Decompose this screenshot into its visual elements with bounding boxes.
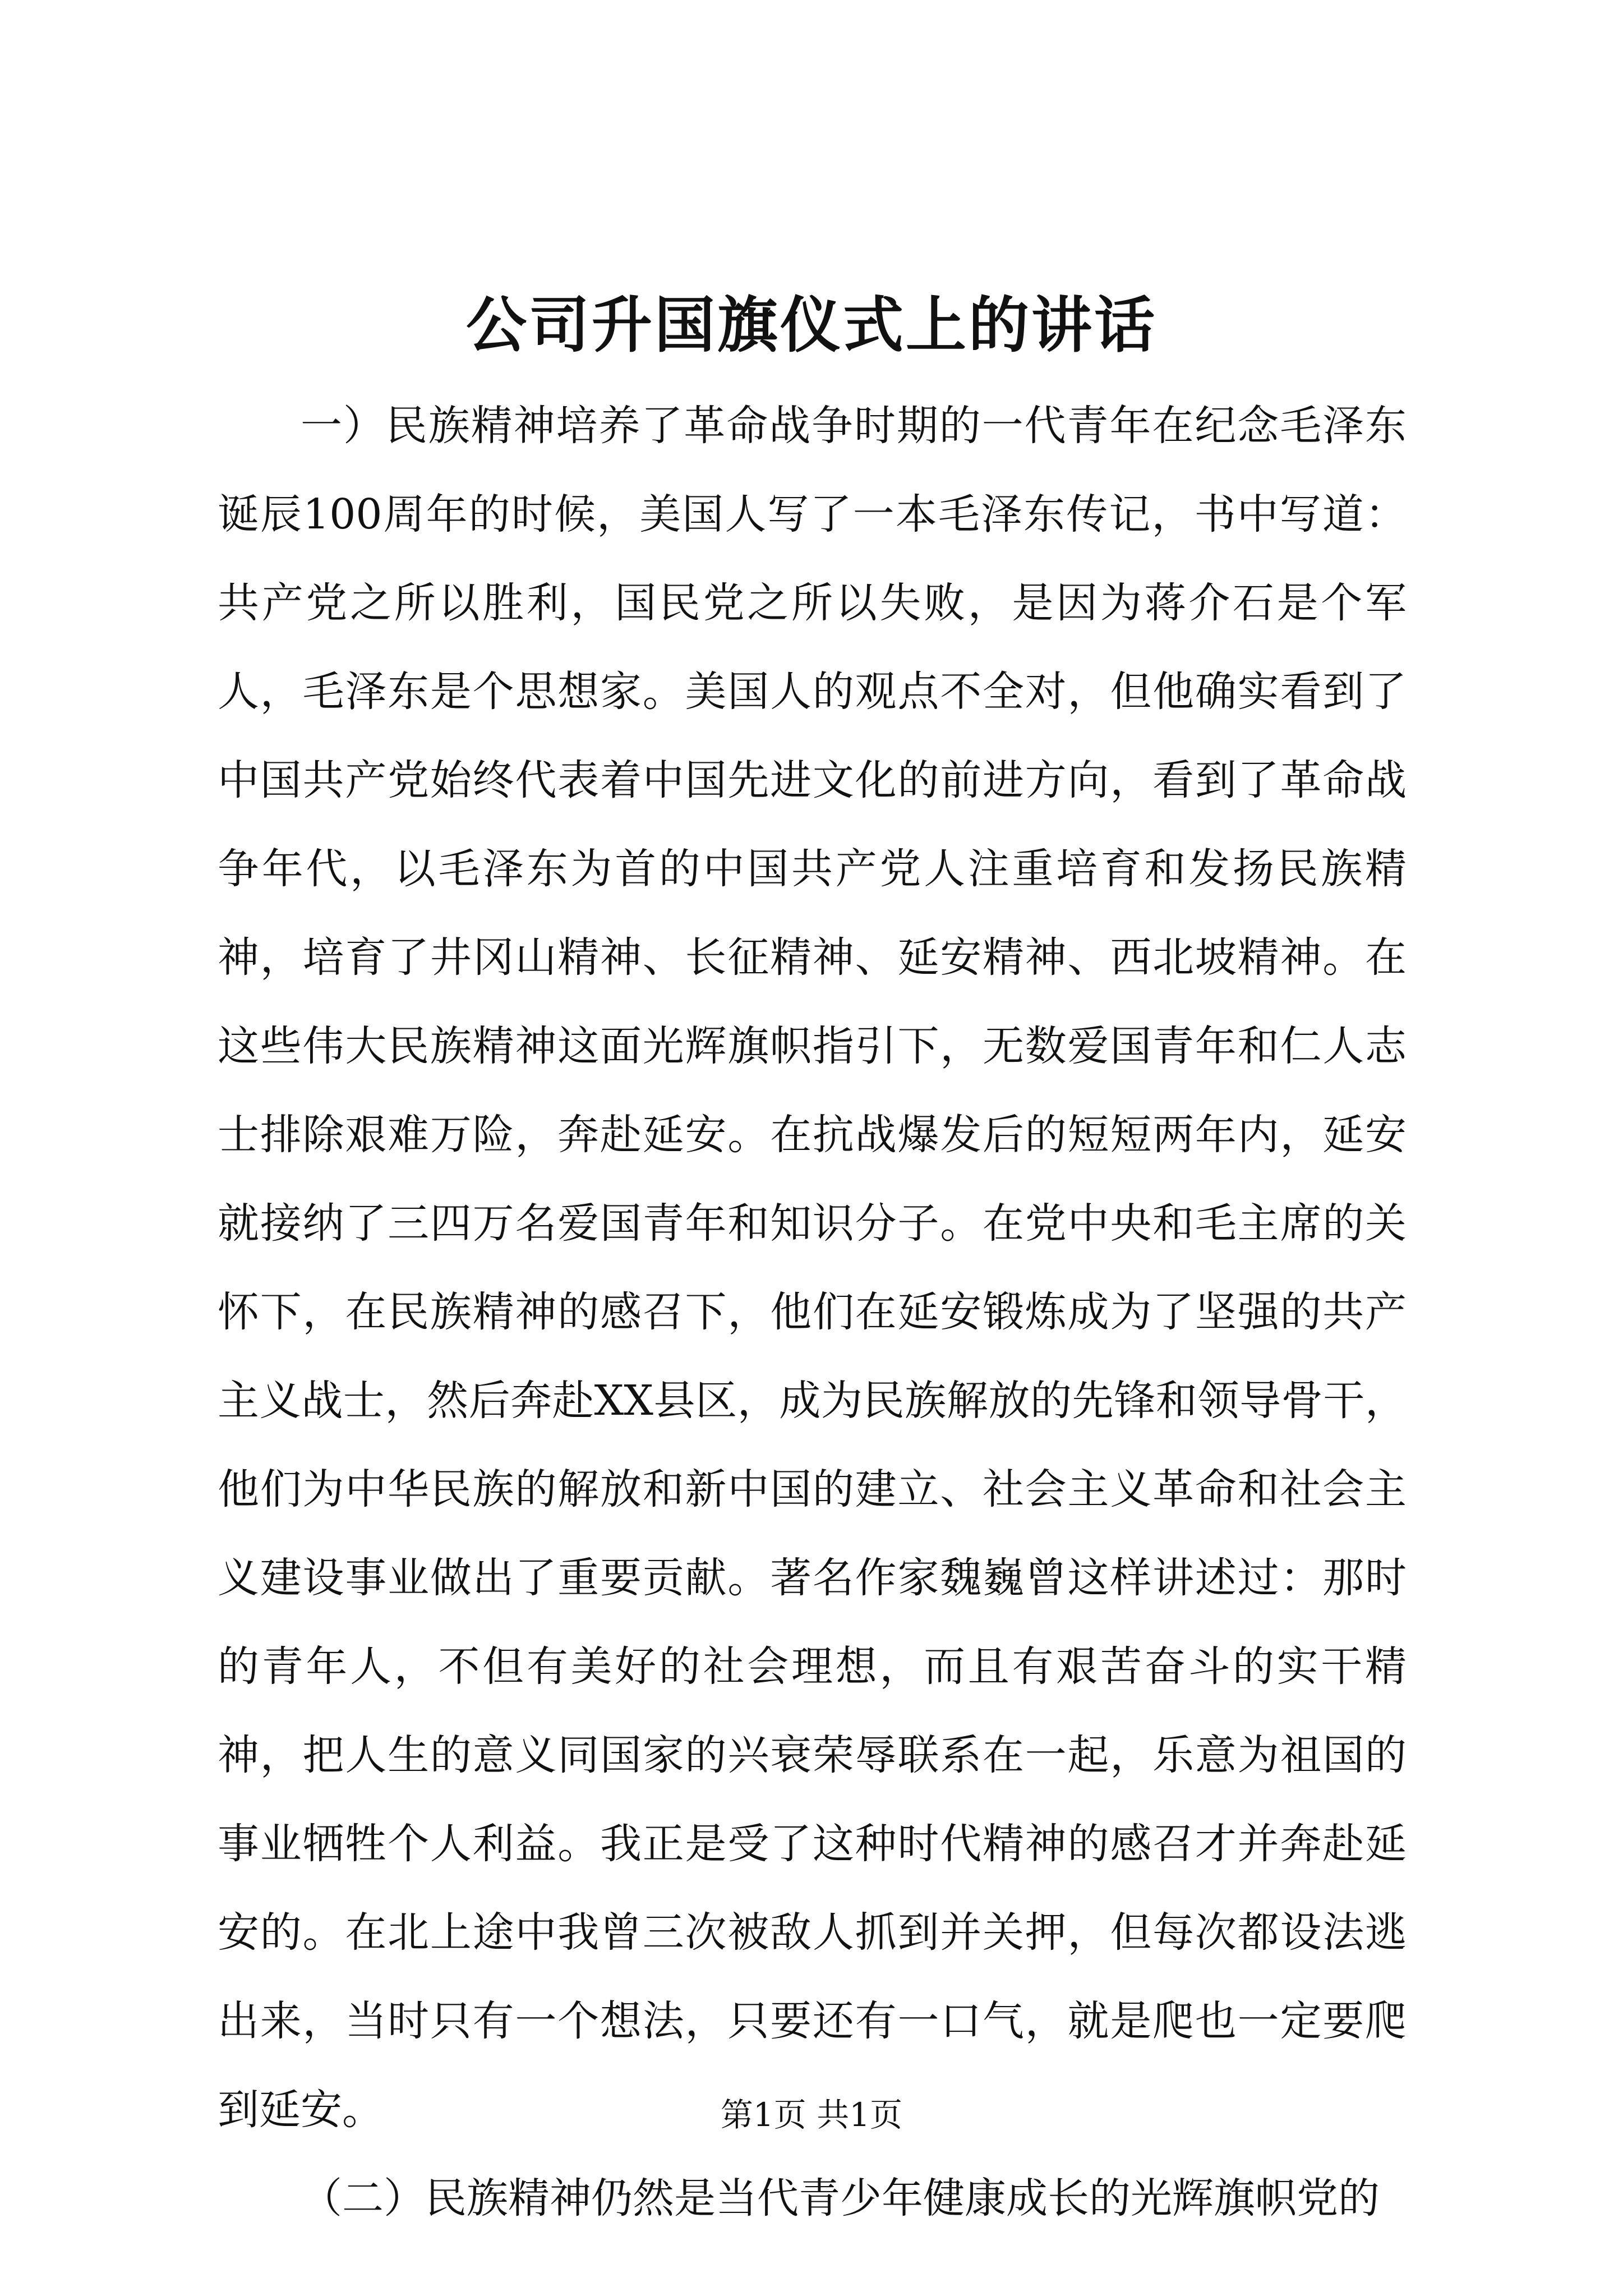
document-body xyxy=(218,381,1407,2243)
paragraph-2: （二）民族精神仍然是当代青少年健康成长的光辉旗帜党的 xyxy=(301,2174,1380,2223)
paragraph-1: 一）民族精神培养了革命战争时期的一代青年在纪念毛泽东诞辰100周年的时候，美国人写了一本毛泽东传记，书中写道：共产党之所以胜利，国民党之所以失败，是因为蒋介石是个军人，毛泽东是个思想家。美国人的观点不全对，但他确实看到了中国共产党始终代表着中国先进文化的前进方向，看到了革命战争年代，以毛泽东为首的中国共产党人注重培育和发扬民族精神，培育了井冈山精神、长征精神、延安精神、西北坡精神。在这些伟大民族精神这面光辉旗帜指引下，无数爱国青年和仁人志士排除艰难万险，奔赴延安。在抗战爆发后的短短两年内，延安就接纳了三四万名爱国青年和知识分子。在党中央和毛主席的关怀下，在民族精神的感召下，他们在延安锻炼成为了坚强的共产主义战士，然后奔赴XX县区，成为民族解放的先锋和领导骨干，他们为中华民族的解放和新中国的建立、社会主义革命和社会主义建设事业做出了重要贡献。著名作家魏巍曾这样讲述过：那时的青年人，不但有美好的社会理想，而且有艰苦奋斗的实干精神，把人生的意义同国家的兴衰荣辱联系在一起，乐意为祖国的事业牺牲个人利益。我正是受了这种时代精神的感召才并奔赴延安的。在北上途中我曾三次被敌人抓到并关押，但每次都设法逃出来，当时只有一个想法，只要还有一口气，就是爬也一定要爬到延安。 xyxy=(218,402,1407,2134)
document-title: 公司升国旗仪式上的讲话 xyxy=(465,290,1157,361)
page-footer: 第1页 共1页 xyxy=(720,2096,903,2134)
